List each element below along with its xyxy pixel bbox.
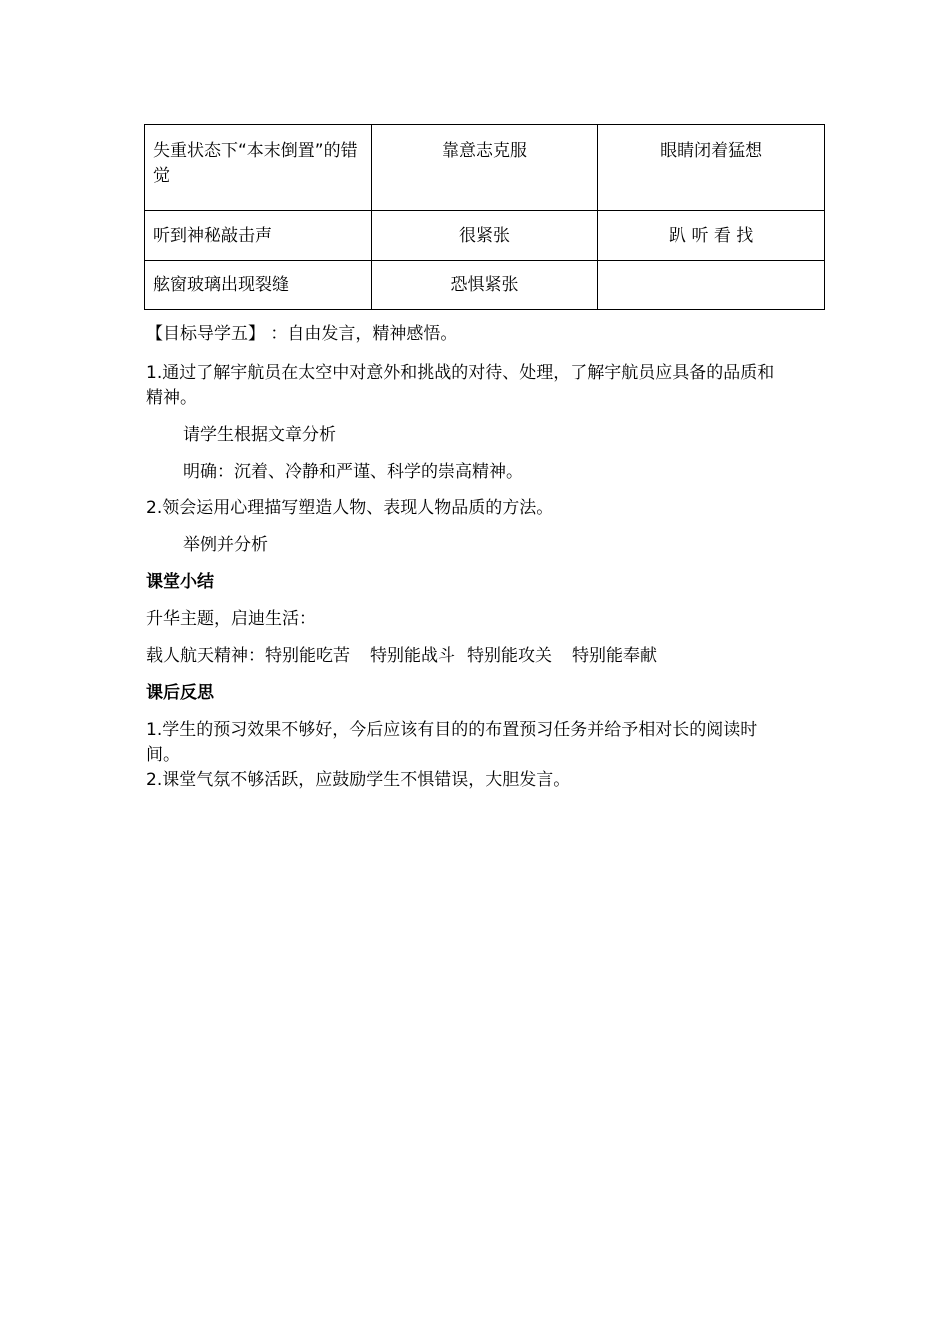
spirit-item: 特别能攻关 — [467, 646, 552, 666]
paragraph: 举例并分析 — [183, 535, 268, 555]
table-cell: 失重状态下“本末倒置”的错觉 — [145, 125, 372, 211]
table-row — [145, 211, 825, 261]
paragraph: 1.通过了解宇航员在太空中对意外和挑战的对待、处理，了解宇航员应具备的品质和精神。 — [146, 363, 775, 408]
section-heading: 课堂小结 — [146, 572, 214, 592]
table-cell: 很紧张 — [371, 211, 598, 261]
section-heading: 【目标导学五】 ：自由发言，精神感悟。 — [146, 324, 458, 344]
spirit-item: 特别能战斗 — [370, 646, 455, 666]
paragraph: 1.学生的预习效果不够好，今后应该有目的的布置预习任务并给予相对长的阅读时间。 — [146, 720, 758, 765]
analysis-table — [144, 124, 825, 310]
paragraph: 2.课堂气氛不够活跃，应鼓励学生不惧错误，大胆发言。 — [146, 770, 571, 790]
table-cell — [598, 261, 825, 310]
spirit-item: 特别能奉献 — [572, 646, 657, 666]
paragraph: 明确：沉着、冷静和严谨、科学的崇高精神。 — [183, 462, 523, 482]
table-cell: 眼睛闭着猛想 — [598, 125, 825, 211]
paragraph: 升华主题，启迪生活： — [146, 609, 316, 629]
table-cell: 趴 听 看 找 — [598, 211, 825, 261]
table-cell: 靠意志克服 — [371, 125, 598, 211]
section-heading: 课后反思 — [146, 683, 214, 703]
table-row — [145, 125, 825, 211]
paragraph: 请学生根据文章分析 — [183, 425, 336, 445]
spirit-item: 特别能吃苦 — [265, 646, 350, 666]
table-row — [145, 261, 825, 310]
spirit-label: 载人航天精神： — [146, 646, 265, 666]
table-cell: 听到神秘敲击声 — [145, 211, 372, 261]
spirit-line — [146, 644, 657, 669]
paragraph: 2.领会运用心理描写塑造人物、表现人物品质的方法。 — [146, 498, 554, 518]
table-cell: 恐惧紧张 — [371, 261, 598, 310]
table-cell: 舷窗玻璃出现裂缝 — [145, 261, 372, 310]
